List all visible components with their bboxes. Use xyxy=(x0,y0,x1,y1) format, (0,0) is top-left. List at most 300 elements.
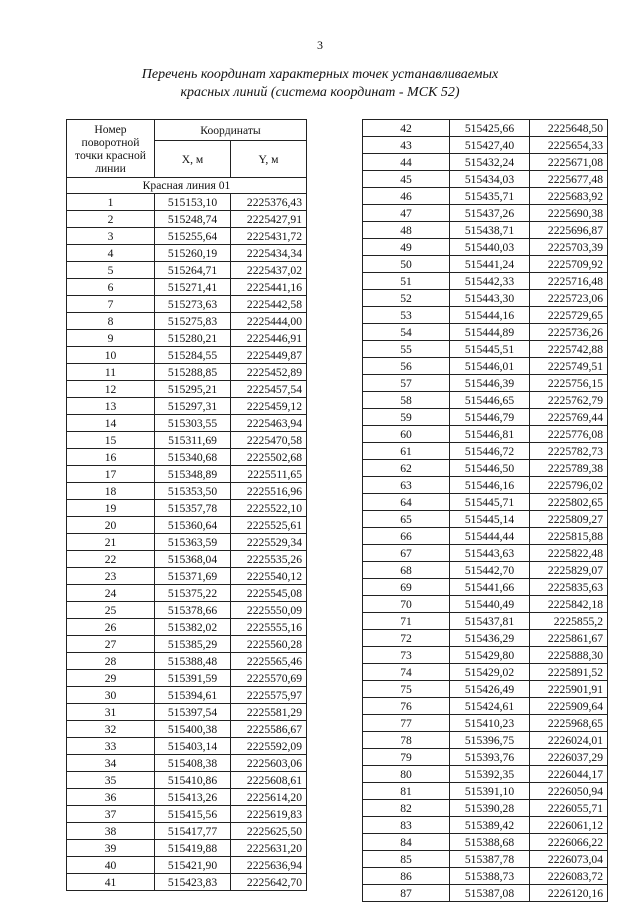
table-row xyxy=(363,409,608,426)
table-row xyxy=(363,647,608,664)
x-coordinate-cell: 515445,51 xyxy=(450,341,530,358)
x-coordinate-cell: 515388,73 xyxy=(450,868,530,885)
table-row xyxy=(67,449,307,466)
table-row xyxy=(67,211,307,228)
x-coordinate-cell: 515446,81 xyxy=(450,426,530,443)
x-coordinate-cell: 515284,55 xyxy=(155,347,231,364)
x-coordinate-cell: 515378,66 xyxy=(155,602,231,619)
y-coordinate-cell: 2225809,27 xyxy=(530,511,608,528)
x-coordinate-cell: 515303,55 xyxy=(155,415,231,432)
y-coordinate-cell: 2225631,20 xyxy=(231,840,307,857)
x-coordinate-cell: 515434,03 xyxy=(450,171,530,188)
y-coordinate-cell: 2225560,28 xyxy=(231,636,307,653)
table-row xyxy=(67,245,307,262)
table-row xyxy=(363,477,608,494)
y-coordinate-cell: 2225555,16 xyxy=(231,619,307,636)
table-row xyxy=(67,228,307,245)
x-coordinate-cell: 515371,69 xyxy=(155,568,231,585)
y-coordinate-cell: 2225671,08 xyxy=(530,154,608,171)
x-coordinate-cell: 515288,85 xyxy=(155,364,231,381)
y-coordinate-cell: 2225575,97 xyxy=(231,687,307,704)
point-number-cell: 85 xyxy=(363,851,450,868)
x-coordinate-cell: 515340,68 xyxy=(155,449,231,466)
y-coordinate-cell: 2225625,50 xyxy=(231,823,307,840)
x-coordinate-cell: 515391,10 xyxy=(450,783,530,800)
x-coordinate-cell: 515255,64 xyxy=(155,228,231,245)
table-row xyxy=(363,120,608,137)
x-coordinate-cell: 515385,29 xyxy=(155,636,231,653)
point-number-cell: 5 xyxy=(67,262,155,279)
table-row xyxy=(363,154,608,171)
table-row xyxy=(363,749,608,766)
x-coordinate-cell: 515421,90 xyxy=(155,857,231,874)
point-number-cell: 36 xyxy=(67,789,155,806)
table-row xyxy=(363,290,608,307)
x-coordinate-cell: 515297,31 xyxy=(155,398,231,415)
y-coordinate-cell: 2225855,2 xyxy=(530,613,608,630)
point-number-cell: 63 xyxy=(363,477,450,494)
x-coordinate-cell: 515153,10 xyxy=(155,194,231,211)
point-number-cell: 12 xyxy=(67,381,155,398)
x-coordinate-cell: 515295,21 xyxy=(155,381,231,398)
table-row xyxy=(67,483,307,500)
x-coordinate-cell: 515353,50 xyxy=(155,483,231,500)
point-number-cell: 21 xyxy=(67,534,155,551)
x-coordinate-cell: 515444,16 xyxy=(450,307,530,324)
table-row xyxy=(363,205,608,222)
x-coordinate-cell: 515445,14 xyxy=(450,511,530,528)
x-coordinate-cell: 515423,83 xyxy=(155,874,231,891)
section-row xyxy=(67,178,307,194)
x-coordinate-cell: 515360,64 xyxy=(155,517,231,534)
point-number-cell: 53 xyxy=(363,307,450,324)
table-row xyxy=(363,256,608,273)
y-coordinate-cell: 2225614,20 xyxy=(231,789,307,806)
x-coordinate-cell: 515368,04 xyxy=(155,551,231,568)
point-number-cell: 49 xyxy=(363,239,450,256)
y-coordinate-cell: 2225782,73 xyxy=(530,443,608,460)
x-coordinate-cell: 515248,74 xyxy=(155,211,231,228)
point-number-cell: 77 xyxy=(363,715,450,732)
point-number-cell: 38 xyxy=(67,823,155,840)
x-coordinate-cell: 515391,59 xyxy=(155,670,231,687)
y-coordinate-cell: 2225842,18 xyxy=(530,596,608,613)
document-title xyxy=(60,66,580,102)
table-row xyxy=(363,392,608,409)
x-coordinate-cell: 515438,71 xyxy=(450,222,530,239)
y-coordinate-cell: 2225529,34 xyxy=(231,534,307,551)
x-coordinate-cell: 515444,89 xyxy=(450,324,530,341)
table-row xyxy=(363,613,608,630)
x-coordinate-cell: 515348,89 xyxy=(155,466,231,483)
y-coordinate-cell: 2225776,08 xyxy=(530,426,608,443)
y-coordinate-cell: 2225888,30 xyxy=(530,647,608,664)
y-coordinate-cell: 2225909,64 xyxy=(530,698,608,715)
point-number-cell: 56 xyxy=(363,358,450,375)
y-coordinate-cell: 2225891,52 xyxy=(530,664,608,681)
table-body-right xyxy=(363,120,608,902)
x-coordinate-cell: 515425,66 xyxy=(450,120,530,137)
point-number-cell: 50 xyxy=(363,256,450,273)
y-coordinate-cell: 2225968,65 xyxy=(530,715,608,732)
x-coordinate-cell: 515426,49 xyxy=(450,681,530,698)
point-number-cell: 61 xyxy=(363,443,450,460)
y-coordinate-cell: 2226083,72 xyxy=(530,868,608,885)
header-coordinates: Координаты xyxy=(155,120,307,141)
title-line-1: Перечень координат характерных точек устанавливаемых xyxy=(141,67,499,82)
point-number-cell: 69 xyxy=(363,579,450,596)
section-label: Красная линия 01 xyxy=(67,178,307,194)
point-number-cell: 57 xyxy=(363,375,450,392)
y-coordinate-cell: 2225822,48 xyxy=(530,545,608,562)
point-number-cell: 67 xyxy=(363,545,450,562)
table-row xyxy=(363,188,608,205)
table-row xyxy=(363,698,608,715)
table-row xyxy=(67,568,307,585)
y-coordinate-cell: 2225502,68 xyxy=(231,449,307,466)
table-row xyxy=(363,664,608,681)
y-coordinate-cell: 2225683,92 xyxy=(530,188,608,205)
table-row xyxy=(67,636,307,653)
table-row xyxy=(67,330,307,347)
table-row xyxy=(363,375,608,392)
point-number-cell: 23 xyxy=(67,568,155,585)
x-coordinate-cell: 515273,63 xyxy=(155,296,231,313)
table-row xyxy=(363,324,608,341)
table-row xyxy=(363,834,608,851)
page-number: 3 xyxy=(317,38,323,52)
point-number-cell: 54 xyxy=(363,324,450,341)
table-row xyxy=(363,222,608,239)
y-coordinate-cell: 2225796,02 xyxy=(530,477,608,494)
y-coordinate-cell: 2225861,67 xyxy=(530,630,608,647)
point-number-cell: 87 xyxy=(363,885,450,902)
point-number-cell: 46 xyxy=(363,188,450,205)
table-row xyxy=(363,562,608,579)
point-number-cell: 78 xyxy=(363,732,450,749)
table-row xyxy=(363,766,608,783)
table-row xyxy=(67,840,307,857)
x-coordinate-cell: 515394,61 xyxy=(155,687,231,704)
point-number-cell: 73 xyxy=(363,647,450,664)
table-row xyxy=(363,851,608,868)
x-coordinate-cell: 515429,80 xyxy=(450,647,530,664)
table-row xyxy=(67,364,307,381)
point-number-cell: 29 xyxy=(67,670,155,687)
table-row xyxy=(363,596,608,613)
table-row xyxy=(363,545,608,562)
y-coordinate-cell: 2225545,08 xyxy=(231,585,307,602)
table-row xyxy=(67,670,307,687)
table-row xyxy=(67,704,307,721)
y-coordinate-cell: 2225446,91 xyxy=(231,330,307,347)
x-coordinate-cell: 515446,01 xyxy=(450,358,530,375)
y-coordinate-cell: 2225703,39 xyxy=(530,239,608,256)
table-row xyxy=(67,415,307,432)
table-row xyxy=(67,585,307,602)
point-number-cell: 10 xyxy=(67,347,155,364)
y-coordinate-cell: 2225829,07 xyxy=(530,562,608,579)
point-number-cell: 74 xyxy=(363,664,450,681)
y-coordinate-cell: 2225729,65 xyxy=(530,307,608,324)
point-number-cell: 80 xyxy=(363,766,450,783)
point-number-cell: 43 xyxy=(363,137,450,154)
point-number-cell: 26 xyxy=(67,619,155,636)
table-row xyxy=(363,715,608,732)
y-coordinate-cell: 2225696,87 xyxy=(530,222,608,239)
y-coordinate-cell: 2225736,26 xyxy=(530,324,608,341)
table-row xyxy=(67,398,307,415)
y-coordinate-cell: 2225437,02 xyxy=(231,262,307,279)
point-number-cell: 3 xyxy=(67,228,155,245)
y-coordinate-cell: 2225608,61 xyxy=(231,772,307,789)
point-number-cell: 81 xyxy=(363,783,450,800)
x-coordinate-cell: 515446,79 xyxy=(450,409,530,426)
header-x: X, м xyxy=(155,141,231,178)
y-coordinate-cell: 2226024,01 xyxy=(530,732,608,749)
x-coordinate-cell: 515446,65 xyxy=(450,392,530,409)
point-number-cell: 18 xyxy=(67,483,155,500)
point-number-cell: 2 xyxy=(67,211,155,228)
y-coordinate-cell: 2226044,17 xyxy=(530,766,608,783)
table-row xyxy=(67,857,307,874)
point-number-cell: 62 xyxy=(363,460,450,477)
y-coordinate-cell: 2225525,61 xyxy=(231,517,307,534)
x-coordinate-cell: 515397,54 xyxy=(155,704,231,721)
x-coordinate-cell: 515437,81 xyxy=(450,613,530,630)
y-coordinate-cell: 2225636,94 xyxy=(231,857,307,874)
table-row xyxy=(363,817,608,834)
y-coordinate-cell: 2225762,79 xyxy=(530,392,608,409)
table-row xyxy=(363,681,608,698)
point-number-cell: 72 xyxy=(363,630,450,647)
y-coordinate-cell: 2225581,29 xyxy=(231,704,307,721)
table-row xyxy=(363,443,608,460)
table-row xyxy=(67,738,307,755)
y-coordinate-cell: 2225749,51 xyxy=(530,358,608,375)
table-row xyxy=(67,721,307,738)
y-coordinate-cell: 2225522,10 xyxy=(231,500,307,517)
point-number-cell: 58 xyxy=(363,392,450,409)
x-coordinate-cell: 515436,29 xyxy=(450,630,530,647)
point-number-cell: 42 xyxy=(363,120,450,137)
table-row xyxy=(67,313,307,330)
point-number-cell: 4 xyxy=(67,245,155,262)
table-row xyxy=(363,358,608,375)
x-coordinate-cell: 515413,26 xyxy=(155,789,231,806)
x-coordinate-cell: 515445,71 xyxy=(450,494,530,511)
point-number-cell: 60 xyxy=(363,426,450,443)
table-row xyxy=(67,262,307,279)
point-number-cell: 9 xyxy=(67,330,155,347)
x-coordinate-cell: 515400,38 xyxy=(155,721,231,738)
x-coordinate-cell: 515393,76 xyxy=(450,749,530,766)
y-coordinate-cell: 2226061,12 xyxy=(530,817,608,834)
table-row xyxy=(363,885,608,902)
x-coordinate-cell: 515441,66 xyxy=(450,579,530,596)
point-number-cell: 48 xyxy=(363,222,450,239)
table-row xyxy=(363,800,608,817)
point-number-cell: 83 xyxy=(363,817,450,834)
y-coordinate-cell: 2225434,34 xyxy=(231,245,307,262)
point-number-cell: 55 xyxy=(363,341,450,358)
point-number-cell: 45 xyxy=(363,171,450,188)
x-coordinate-cell: 515387,08 xyxy=(450,885,530,902)
point-number-cell: 24 xyxy=(67,585,155,602)
y-coordinate-cell: 2225835,63 xyxy=(530,579,608,596)
table-row xyxy=(363,732,608,749)
coordinates-table-right xyxy=(362,119,608,902)
x-coordinate-cell: 515375,22 xyxy=(155,585,231,602)
table-row xyxy=(67,194,307,211)
y-coordinate-cell: 2225756,15 xyxy=(530,375,608,392)
table-row xyxy=(67,806,307,823)
table-row xyxy=(363,137,608,154)
point-number-cell: 68 xyxy=(363,562,450,579)
point-number-cell: 35 xyxy=(67,772,155,789)
point-number-cell: 33 xyxy=(67,738,155,755)
y-coordinate-cell: 2225511,65 xyxy=(231,466,307,483)
x-coordinate-cell: 515446,39 xyxy=(450,375,530,392)
x-coordinate-cell: 515403,14 xyxy=(155,738,231,755)
y-coordinate-cell: 2225427,91 xyxy=(231,211,307,228)
y-coordinate-cell: 2225376,43 xyxy=(231,194,307,211)
point-number-cell: 70 xyxy=(363,596,450,613)
x-coordinate-cell: 515446,50 xyxy=(450,460,530,477)
y-coordinate-cell: 2225442,58 xyxy=(231,296,307,313)
x-coordinate-cell: 515419,88 xyxy=(155,840,231,857)
point-number-cell: 34 xyxy=(67,755,155,772)
point-number-cell: 14 xyxy=(67,415,155,432)
y-coordinate-cell: 2225431,72 xyxy=(231,228,307,245)
table-row xyxy=(363,579,608,596)
table-row xyxy=(363,307,608,324)
x-coordinate-cell: 515442,70 xyxy=(450,562,530,579)
x-coordinate-cell: 515260,19 xyxy=(155,245,231,262)
y-coordinate-cell: 2225540,12 xyxy=(231,568,307,585)
table-row xyxy=(67,653,307,670)
x-coordinate-cell: 515275,83 xyxy=(155,313,231,330)
x-coordinate-cell: 515424,61 xyxy=(450,698,530,715)
x-coordinate-cell: 515443,30 xyxy=(450,290,530,307)
y-coordinate-cell: 2225716,48 xyxy=(530,273,608,290)
x-coordinate-cell: 515441,24 xyxy=(450,256,530,273)
x-coordinate-cell: 515363,59 xyxy=(155,534,231,551)
table-row xyxy=(363,426,608,443)
y-coordinate-cell: 2225901,91 xyxy=(530,681,608,698)
y-coordinate-cell: 2226073,04 xyxy=(530,851,608,868)
x-coordinate-cell: 515408,38 xyxy=(155,755,231,772)
point-number-cell: 20 xyxy=(67,517,155,534)
table-row xyxy=(67,279,307,296)
table-row xyxy=(67,517,307,534)
table-row xyxy=(363,273,608,290)
y-coordinate-cell: 2225603,06 xyxy=(231,755,307,772)
point-number-cell: 15 xyxy=(67,432,155,449)
x-coordinate-cell: 515415,56 xyxy=(155,806,231,823)
y-coordinate-cell: 2225470,58 xyxy=(231,432,307,449)
point-number-cell: 11 xyxy=(67,364,155,381)
y-coordinate-cell: 2225802,65 xyxy=(530,494,608,511)
y-coordinate-cell: 2225444,00 xyxy=(231,313,307,330)
x-coordinate-cell: 515388,68 xyxy=(450,834,530,851)
x-coordinate-cell: 515389,42 xyxy=(450,817,530,834)
x-coordinate-cell: 515432,24 xyxy=(450,154,530,171)
point-number-cell: 51 xyxy=(363,273,450,290)
table-row xyxy=(363,494,608,511)
y-coordinate-cell: 2225690,38 xyxy=(530,205,608,222)
point-number-cell: 66 xyxy=(363,528,450,545)
y-coordinate-cell: 2225441,16 xyxy=(231,279,307,296)
y-coordinate-cell: 2225550,09 xyxy=(231,602,307,619)
table-row xyxy=(67,619,307,636)
x-coordinate-cell: 515392,35 xyxy=(450,766,530,783)
y-coordinate-cell: 2225565,46 xyxy=(231,653,307,670)
point-number-cell: 32 xyxy=(67,721,155,738)
table-row xyxy=(363,239,608,256)
y-coordinate-cell: 2226055,71 xyxy=(530,800,608,817)
point-number-cell: 31 xyxy=(67,704,155,721)
point-number-cell: 25 xyxy=(67,602,155,619)
point-number-cell: 52 xyxy=(363,290,450,307)
y-coordinate-cell: 2225709,92 xyxy=(530,256,608,273)
table-row xyxy=(67,772,307,789)
point-number-cell: 65 xyxy=(363,511,450,528)
x-coordinate-cell: 515440,03 xyxy=(450,239,530,256)
y-coordinate-cell: 2225723,06 xyxy=(530,290,608,307)
x-coordinate-cell: 515311,69 xyxy=(155,432,231,449)
point-number-cell: 37 xyxy=(67,806,155,823)
header-point-number: Номер поворотной точки красной линии xyxy=(67,120,155,178)
y-coordinate-cell: 2225815,88 xyxy=(530,528,608,545)
x-coordinate-cell: 515264,71 xyxy=(155,262,231,279)
y-coordinate-cell: 2226120,16 xyxy=(530,885,608,902)
point-number-cell: 6 xyxy=(67,279,155,296)
point-number-cell: 1 xyxy=(67,194,155,211)
x-coordinate-cell: 515435,71 xyxy=(450,188,530,205)
y-coordinate-cell: 2225642,70 xyxy=(231,874,307,891)
x-coordinate-cell: 515444,44 xyxy=(450,528,530,545)
x-coordinate-cell: 515382,02 xyxy=(155,619,231,636)
x-coordinate-cell: 515443,63 xyxy=(450,545,530,562)
y-coordinate-cell: 2225516,96 xyxy=(231,483,307,500)
x-coordinate-cell: 515357,78 xyxy=(155,500,231,517)
coordinates-table-left xyxy=(66,119,307,891)
table-row xyxy=(67,381,307,398)
point-number-cell: 44 xyxy=(363,154,450,171)
point-number-cell: 82 xyxy=(363,800,450,817)
y-coordinate-cell: 2225648,50 xyxy=(530,120,608,137)
x-coordinate-cell: 515410,23 xyxy=(450,715,530,732)
table-row xyxy=(67,466,307,483)
point-number-cell: 84 xyxy=(363,834,450,851)
table-row xyxy=(67,755,307,772)
table-row xyxy=(67,534,307,551)
y-coordinate-cell: 2225459,12 xyxy=(231,398,307,415)
y-coordinate-cell: 2225789,38 xyxy=(530,460,608,477)
title-line-2: красных линий (система координат - МСК 52) xyxy=(180,85,460,100)
y-coordinate-cell: 2225619,83 xyxy=(231,806,307,823)
table-row xyxy=(363,341,608,358)
point-number-cell: 17 xyxy=(67,466,155,483)
table-row xyxy=(67,551,307,568)
y-coordinate-cell: 2225463,94 xyxy=(231,415,307,432)
x-coordinate-cell: 515442,33 xyxy=(450,273,530,290)
y-coordinate-cell: 2225592,09 xyxy=(231,738,307,755)
x-coordinate-cell: 515410,86 xyxy=(155,772,231,789)
table-body-left xyxy=(67,178,307,891)
table-row xyxy=(67,602,307,619)
